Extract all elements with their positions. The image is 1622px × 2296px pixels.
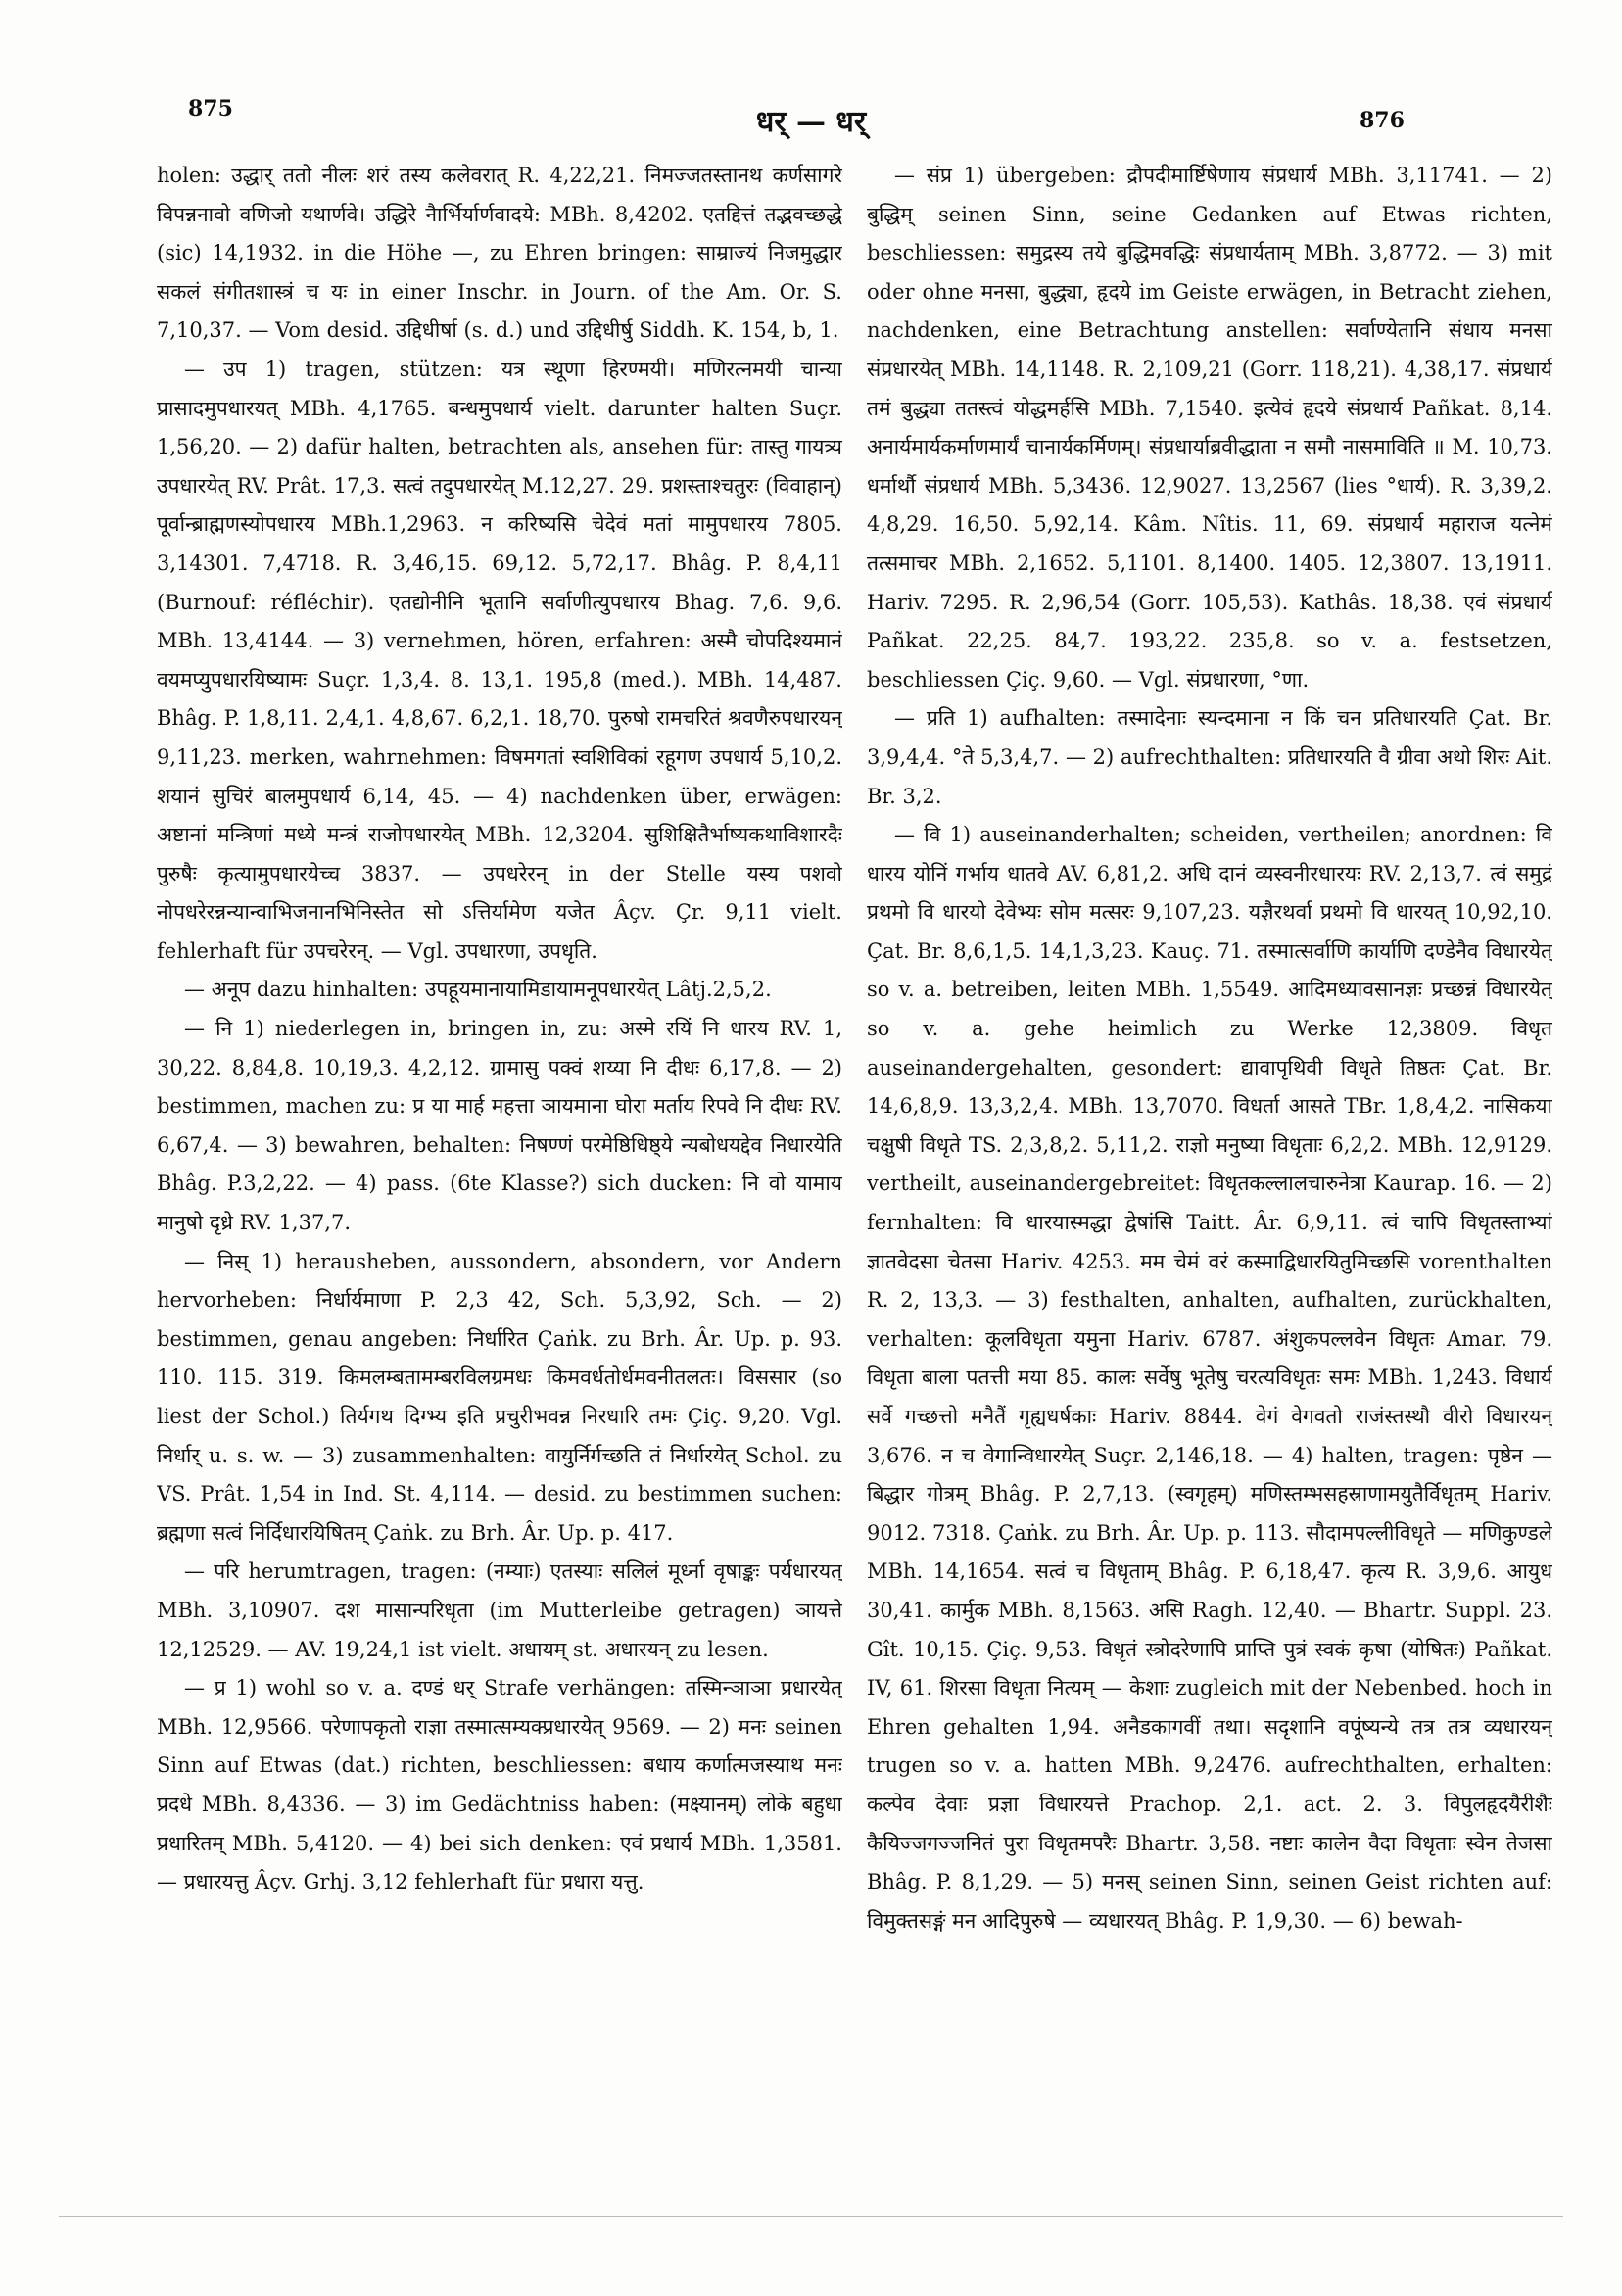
left-entry: — उप 1) tragen, stützen: यत्र स्थूणा हिरण्मयी। मणिरत्नमयी चान्या प्रासादमुपधारयत् MBh. 4,1765. बन्धमुपधार्य vielt. darunter halten Suçr. 1,56,20. — 2) dafür halten, betrachten als, ansehen für: तास्तु गायत्र्य उपधारयेत् RV. Prât. 17,3. सत्वं तदुपधारयेत् M.12,27. 29. प्रशस्ताश्चतुरः (विवाहान्) पूर्वान्ब्राह्मणस्योपधारय MBh.1,2963. न करिष्यसि चेदेवं मतां मामुपधारय 7805. 3,14301. 7,4718. R. 3,46,15. 69,12. 5,72,17. Bhâg. P. 8,4,11 (Burnouf: réfléchir). एतद्योनीनि भूतानि सर्वाणीत्युपधारय Bhag. 7,6. 9,6. MBh. 13,4144. — 3) vernehmen, hören, erfahren: अस्मै चोपदिश्यमानं वयमप्युपधारयिष्यामः Suçr. 1,3,4. 8. 13,1. 195,8 (med.). MBh. 14,487. Bhâg. P. 1,8,11. 2,4,1. 4,8,67. 6,2,1. 18,70. पुरुषो रामचरितं श्रवणैरुपधारयन् 9,11,23. merken, wahrnehmen: विषमगतां स्वशिविकां रहूगण उपधार्य 5,10,2. शयानं सुचिरं बालमुपधार्य 6,14, 45. — 4) nachdenken über, erwägen: अष्टानां मन्त्रिणां मध्ये मन्त्रं राजोपधारयेत् MBh. 12,3204. सुशिक्षितैर्भाष्यकथाविशारदैः पुरुषैः कृत्यामुपधारयेच्च 3837. — उपधरेरन् in der Stelle यस्य पशवो नोपधरेरन्नन्यान्वाभिजनानभिनिस्तेत सो ऽत्तिर्यामेण यजेत Âçv. Çr. 9,11 vielt. fehlerhaft für उपचरेरन्. — Vgl. उपधारणा, उपधृति.: [157, 357, 842, 963]
page-number-right: 876: [1360, 108, 1405, 133]
right-entry: — संप्र 1) übergeben: द्रौपदीमार्ष्टिषेणाय संप्रधार्य MBh. 3,11741. — 2) बुद्धिम् seinen Sinn, seine Gedanken auf Etwas richten, beschliessen: समुद्रस्य तये बुद्धिमवद्धिः संप्रधार्यताम् MBh. 3,8772. — 3) mit oder ohne मनसा, बुद्ध्या, हृदये im Geiste erwägen, in Betracht ziehen, nachdenken, eine Betrachtung anstellen: सर्वाण्येतानि संधाय मनसा संप्रधारयेत् MBh. 14,1148. R. 2,109,21 (Gorr. 118,21). 4,38,17. संप्रधार्य तमं बुद्ध्या ततस्त्वं योद्धमर्हसि MBh. 7,1540. इत्येवं हृदये संप्रधार्य Pañkat. 8,14. अनार्यमार्यकर्माणमार्यं चानार्यकर्मिणम्। संप्रधार्याब्रवीद्धाता न समौ नासमाविति ॥ M. 10,73. धर्मार्थौ संप्रधार्य MBh. 5,3436. 12,9027. 13,2567 (lies °धार्य). R. 3,39,2. 4,8,29. 16,50. 5,92,14. Kâm. Nîtis. 11, 69. संप्रधार्य महाराज यत्नेमं तत्समाचर MBh. 2,1652. 5,1101. 8,1400. 1405. 12,3807. 13,1911. Hariv. 7295. R. 2,96,54 (Gorr. 105,53). Kathâs. 18,38. एवं संप्रधार्य Pañkat. 22,25. 84,7. 193,22. 235,8. so v. a. festsetzen, beschliessen Çiç. 9,60. — Vgl. संप्रधारणा, °णा.: [867, 164, 1552, 692]
running-head: धर् — धर्: [755, 105, 867, 139]
right-entry: — प्रति 1) aufhalten: तस्मादेनाः स्यन्दमाना न किं चन प्रतिधारयति Çat. Br. 3,9,4,4. °ते 5,3,4,7. — 2) aufrechthalten: प्रतिधारयति वै ग्रीवा अथो शिरः Ait. Br. 3,2.: [867, 706, 1552, 808]
right-entry: — वि 1) auseinanderhalten; scheiden, vertheilen; anordnen: वि धारय योनिं गर्भाय धातवे AV. 6,81,2. अधि दानं व्यस्वनीरधारयः RV. 2,13,7. त्वं समुद्रं प्रथमो वि धारयो देवेभ्यः सोम मत्सरः 9,107,23. यज्ञैरथर्वा प्रथमो वि धारयत् 10,92,10. Çat. Br. 8,6,1,5. 14,1,3,23. Kauç. 71. तस्मात्सर्वाणि कार्याणि दण्डेनैव विधारयेत् so v. a. betreiben, leiten MBh. 1,5549. आदिमध्यावसानज्ञः प्रच्छन्नं विधारयेत् so v. a. gehe heimlich zu Werke 12,3809. विधृत auseinandergehalten, gesondert: द्यावापृथिवी विधृते तिष्ठतः Çat. Br. 14,6,8,9. 13,3,2,4. MBh. 13,7070. विधर्ता आसते TBr. 1,8,4,2. नासिकया चक्षुषी विधृते TS. 2,3,8,2. 5,11,2. राज्ञो मनुष्या विधृताः 6,2,2. MBh. 12,9129. vertheilt, auseinandergebreitet: विधृतकल्लालचारुनेत्रा Kaurap. 16. — 2) fernhalten: वि धारयास्मद्धा द्वेषांसि Taitt. Âr. 6,9,11. त्वं चापि विधृतस्ताभ्यां ज्ञातवेदसा चेतसा Hariv. 4253. मम चेमं वरं कस्माद्विधारयितुमिच्छसि vorenthalten R. 2, 13,3. — 3) festhalten, anhalten, aufhalten, zurückhalten, verhalten: कूलविधृता यमुना Hariv. 6787. अंशुकपल्लवेन विधृतः Amar. 79. विधृता बाला पतत्ती मया 85. कालः सर्वेषु भूतेषु चरत्यविधृतः समः MBh. 1,243. विधार्य सर्वे गच्छत्तो मनैतैं गृह्यधर्षकाः Hariv. 8844. वेगं वेगवतो राजंस्तस्थौ वीरो विधारयन् 3,676. न च वेगान्विधारयेत् Suçr. 2,146,18. — 4) halten, tragen: पृष्ठेन — बिद्धार गोत्रम् Bhâg. P. 2,7,13. (स्वगृहम्) मणिस्तम्भसहस्राणामयुतैर्विधृतम् Hariv. 9012. 7318. Çaṅk. zu Brh. Âr. Up. p. 113. सौदामपल्लीविधृते — मणिकुण्डले MBh. 14,1654. सत्वं च विधृताम् Bhâg. P. 6,18,47. कृत्य R. 3,9,6. आयुध 30,41. कार्मुक MBh. 8,1563. असि Ragh. 12,40. — Bhartr. Suppl. 23. Gît. 10,15. Çiç. 9,53. विधृतं स्त्रोदरेणापि प्राप्ति पुत्रं स्वकं कृषा (योषितः) Pañkat. IV, 61. शिरसा विधृता नित्यम् — केशाः zugleich mit der Nebenbed. hoch in Ehren gehalten 1,94. अनैडकागवीं तथा। सदृशानि वपूंष्यन्ये तत्र तत्र व्यधारयन् trugen so v. a. hatten MBh. 9,2476. aufrechthalten, erhalten: कल्पेव देवाः प्रज्ञा विधारयत्ते Prachop. 2,1. act. 2. 3. विपुलहृदयैरीशैः कैयिज्जगज्जनितं पुरा विधृतमपरैः Bhartr. 3,58. नष्टाः कालेन वैदा विधृताः स्वेन तेजसा Bhâg. P. 8,1,29. — 5) मनस् seinen Sinn, seinen Geist richten auf: विमुक्तसङ्गं मन आदिपुरुषे — व्यधारयत् Bhâg. P. 1,9,30. — 6) bewah-: [867, 823, 1552, 1933]
left-column: [157, 157, 842, 2037]
bottom-rule: [59, 2216, 1563, 2217]
left-entry: — परि herumtragen, tragen: (नम्याः) एतस्याः सलिलं मूर्ध्ना वृषाङ्कः पर्यधारयत् MBh. 3,10907. दश मासान्परिधृता (im Mutterleibe getragen) ञायत्ते 12,12529. — AV. 19,24,1 ist vielt. अधायम् st. अधारयन् zu lesen.: [157, 1559, 842, 1661]
left-entry: — अनूप dazu hinhalten: उपहूयमानायामिडायामनूपधारयेत् Lâtj.2,5,2.: [184, 978, 772, 1002]
right-column: [867, 157, 1552, 2037]
page-header: [0, 90, 1622, 139]
left-entry: — निस् 1) herausheben, aussondern, absondern, vor Andern hervorheben: निर्धार्यमाणा P. 2,3 42, Sch. 5,3,92, Sch. — 2) bestimmen, genau angeben: निर्धारित Çaṅk. zu Brh. Âr. Up. p. 93. 110. 115. 319. किमलम्बतामम्बरविलग्रमधः किमवर्धतोर्धमवनीतलतः। विससार (so liest der Schol.) तिर्यगथ दिग्भ्य इति प्रचुरीभवन्न निरधारि तमः Çiç. 9,20. Vgl. निर्धार् u. s. w. — 3) zusammenhalten: वायुर्निर्गच्छति तं निर्धारयेत् Schol. zu VS. Prât. 1,54 in Ind. St. 4,114. — desid. zu bestimmen suchen: ब्रह्मणा सत्वं निर्दिधारयिषितम् Çaṅk. zu Brh. Âr. Up. p. 417.: [157, 1249, 842, 1545]
left-entry: — नि 1) niederlegen in, bringen in, zu: अस्मे रयिं नि धारय RV. 1, 30,22. 8,84,8. 10,19,3. 4,2,12. ग्रामासु पक्वं शय्या नि दीधः 6,17,8. — 2) bestimmen, machen zu: प्र या मार्ह महत्ता ञायमाना घोरा मर्ताय रिपवे नि दीधः RV. 6,67,4. — 3) bewahren, behalten: निषण्णं परमेष्ठिधिष्ठ्ये न्यबोधयद्देव निधारयेति Bhâg. P.3,2,22. — 4) pass. (6te Klasse?) sich ducken: नि वो यामाय मानुषो दृध्रे RV. 1,37,7.: [157, 1017, 842, 1235]
left-entry: holen: उद्धार् ततो नीलः शरं तस्य कलेवरात् R. 4,22,21. निमज्जतस्तानथ कर्णसागरे विपन्ननावो वणिजो यथार्णवे। उद्धिरे नैार्भिर्यार्णवादये: MBh. 8,4202. एतद्दित्तं तद्भवच्छद्धे (sic) 14,1932. in die Höhe —, zu Ehren bringen: साम्राज्यं निजमुद्धार सकलं संगीतशास्त्रं च यः in einer Inschr. in Journ. of the Am. Or. S. 7,10,37. — Vom desid. उद्दिधीर्षा (s. d.) und उद्दिधीर्षु Siddh. K. 154, b, 1.: [157, 164, 842, 343]
page-number-left: 875: [188, 96, 233, 121]
left-entry: — प्र 1) wohl so v. a. दण्डं धर् Strafe verhängen: तस्मिन्ञाञा प्रधारयेत् MBh. 12,9566. परेणापकृतो राज्ञा तस्मात्सम्यक्प्रधारयेत् 9569. — 2) मनः seinen Sinn auf Etwas (dat.) richten, beschliessen: बधाय कर्णात्मजस्याथ मनः प्रदधे MBh. 8,4336. — 3) im Gedächtniss haben: (मक्ष्यानम्) लोके बहुधा प्रधारितम् MBh. 5,4120. — 4) bei sich denken: एवं प्रधार्य MBh. 1,3581. — प्रधारयत्तु Âçv. Grhj. 3,12 fehlerhaft für प्रधारा यत्तु.: [157, 1676, 842, 1894]
